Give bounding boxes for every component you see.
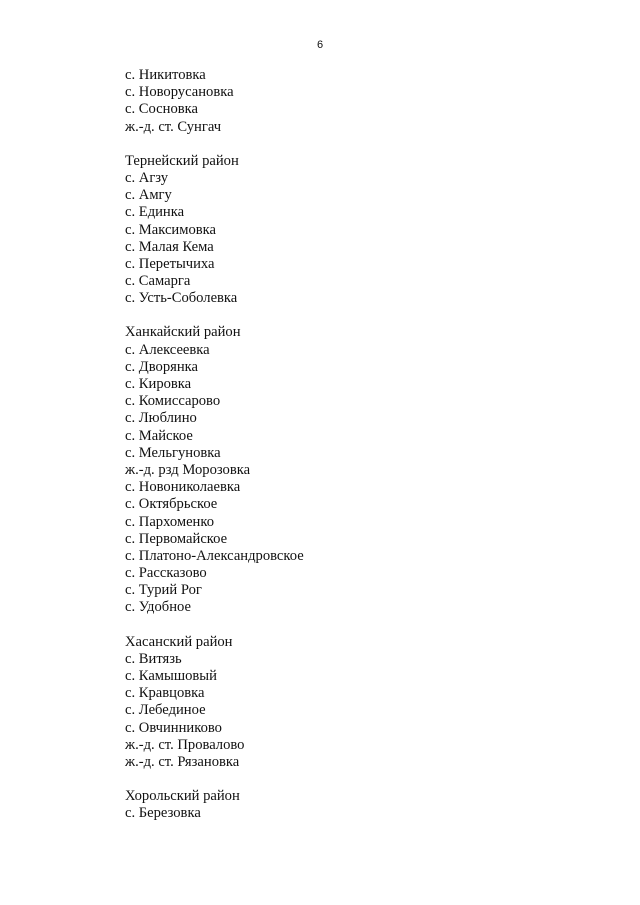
list-item: с. Максимовка	[125, 221, 217, 238]
list-item: с. Перетычиха	[125, 255, 215, 272]
list-item: с. Платоно-Александровское	[125, 547, 304, 564]
list-item: с. Новорусановка	[125, 84, 234, 101]
list-item: ж.-д. ст. Рязановка	[125, 753, 240, 770]
list-item: ж.-д. ст. Провалово	[125, 736, 245, 753]
list-item: с. Березовка	[125, 805, 201, 822]
page-number: 6	[316, 39, 324, 51]
list-item: с. Комиссарово	[125, 393, 221, 410]
section-khankaisky	[125, 324, 605, 616]
list-item: с. Кировка	[125, 376, 192, 392]
section-terneisky	[125, 153, 605, 308]
list-item: с. Рассказово	[125, 565, 207, 582]
list-item: с. Майское	[125, 427, 193, 444]
list-item: с. Алексеевка	[125, 341, 210, 358]
list-item: с. Самарга	[125, 273, 191, 290]
list-item: с. Единка	[125, 204, 185, 221]
district-heading: Хорольский район	[125, 788, 240, 805]
section-continuation	[125, 67, 605, 136]
list-item: с. Амгу	[125, 187, 172, 204]
list-item: ж.-д. рзд Морозовка	[125, 461, 251, 478]
section-khorolsky	[125, 788, 605, 822]
list-item: с. Дворянка	[125, 358, 198, 375]
list-item: с. Малая Кема	[125, 238, 214, 255]
list-item: с. Первомайское	[125, 530, 228, 547]
list-item: ж.-д. ст. Сунгач	[125, 118, 222, 135]
list-item: с. Люблино	[125, 410, 197, 427]
district-heading: Хасанский район	[125, 633, 233, 650]
district-heading: Тернейский район	[125, 152, 239, 169]
list-item: с. Удобное	[125, 599, 191, 616]
list-item: с. Витязь	[125, 650, 182, 667]
district-heading: Ханкайский район	[125, 324, 241, 341]
list-item: с. Турий Рог	[125, 582, 202, 599]
list-item: с. Новониколаевка	[125, 479, 241, 496]
list-item: с. Кравцовка	[125, 685, 205, 702]
list-item: с. Овчинниково	[125, 719, 222, 736]
list-item: с. Камышовый	[125, 668, 217, 684]
section-khasansky	[125, 634, 605, 772]
list-item: с. Мельгуновка	[125, 444, 221, 461]
list-item: с. Октябрьское	[125, 496, 218, 513]
settlement-list	[125, 67, 605, 823]
list-item: с. Лебединое	[125, 702, 206, 719]
list-item: с. Агзу	[125, 169, 169, 186]
list-item: с. Пархоменко	[125, 513, 215, 530]
list-item: с. Сосновка	[125, 101, 198, 118]
list-item: с. Усть-Соболевка	[125, 290, 238, 307]
list-item: с. Никитовка	[125, 67, 206, 83]
